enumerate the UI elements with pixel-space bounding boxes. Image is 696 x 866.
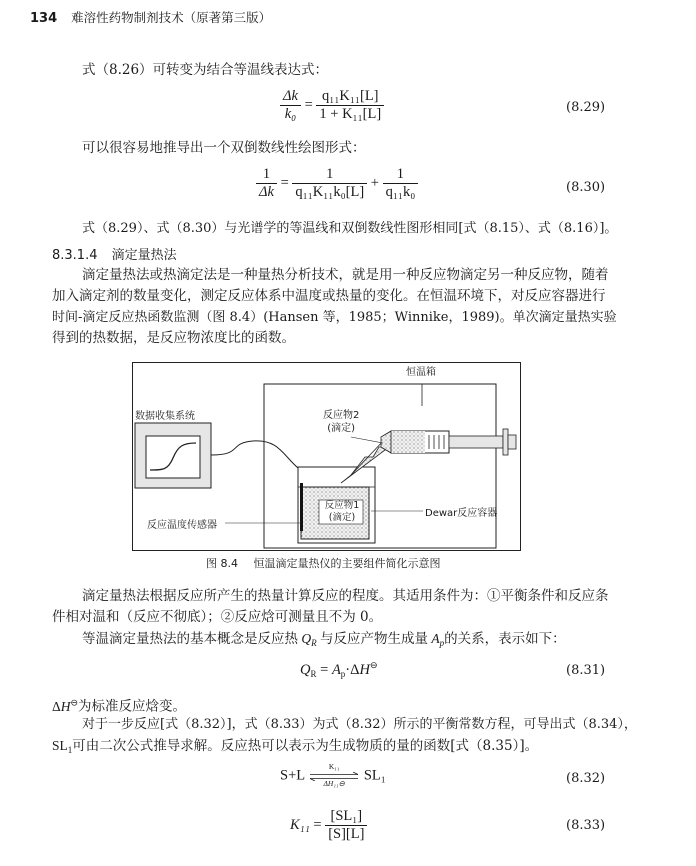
label-daq-system: 数据收集系统 <box>135 411 195 422</box>
figure-caption-text: 恒温滴定量热仪的主要组件简化示意图 <box>253 557 441 570</box>
eq830-term2-fraction <box>383 166 419 201</box>
paragraph-titration-line1: 滴定量热法或热滴定法是一种量热分析技术，就是用一种反应物滴定另一种反应物，随着 <box>82 267 609 283</box>
para7-text: 为标准反应焓变。 <box>77 698 186 715</box>
eq833-den: [S][L] <box>328 826 365 842</box>
syringe-plunger <box>449 436 503 448</box>
reactant2-line2: (滴定) <box>327 423 356 434</box>
reactant1-line1: 反应物1 <box>324 500 360 511</box>
paragraph-titration-line2: 加入滴定剂的数量变化，测定反应体系中温度或热量的变化。在恒温环境下，对反应容器进行 <box>52 288 606 304</box>
para6-before: 等温滴定量热法的基本概念是反应热 <box>82 631 298 647</box>
equation-8-32 <box>280 764 386 788</box>
eq833-num: [SL₁] <box>325 808 367 826</box>
label-dewar: Dewar反应容器 <box>425 508 498 519</box>
symbol-dh: ΔH⊖ <box>52 697 78 714</box>
eq830-t1-num: 1 <box>292 166 367 184</box>
figure-8-4 <box>132 362 521 551</box>
para6-mid: 与反应产物生成量 <box>320 631 428 647</box>
symbol-ap: $A_p$ <box>428 631 445 648</box>
eq829-rhs-num: q₁₁K₁₁[L] <box>316 88 384 106</box>
plunger-head <box>503 429 508 455</box>
eq830-number: (8.30) <box>566 180 606 195</box>
label-temperature-sensor: 反应温度传感器 <box>147 520 217 531</box>
eq832-number: (8.32) <box>566 771 606 786</box>
figure-caption <box>206 555 441 571</box>
reactant2-leader <box>351 437 383 443</box>
reactant2-line1: 反应物2 <box>323 410 360 421</box>
eq829-rhs-fraction <box>316 88 384 123</box>
eq833-number: (8.33) <box>566 818 606 833</box>
book-title: 难溶性药物制剂技术（原著第三版） <box>71 10 272 25</box>
paragraph-one-step-line1: 对于一步反应[式（8.32）]，式（8.33）为式（8.32）所示的平衡常数方程，可导出式（8.34）， <box>82 717 637 732</box>
paragraph-conditions-line2: 件相对温和（反应不彻底）；②反应焓可测量且不为 0。 <box>52 609 383 625</box>
eq829-lhs-num: Δk <box>280 88 301 106</box>
eq833-lhs: K₁₁ <box>290 816 310 833</box>
equation-8-33: K₁₁ = $\frac{\text{[SL₁]}}{[S][L]}$ <box>290 808 367 843</box>
eq829-rhs-den: 1 + K₁₁[L] <box>319 106 382 122</box>
paragraph-conditions-line1: 滴定量热法根据反应所产生的热量计算反应的程度。其适用条件为：①平衡条件和反应条 <box>82 588 609 604</box>
temperature-sensor <box>300 483 303 531</box>
eq832-top-label: K₁₁ <box>328 762 340 771</box>
section-heading <box>52 244 177 263</box>
paragraph-intro-8-29: 式（8.26）可转变为结合等温线表达式： <box>82 62 329 78</box>
eq829-lhs-den: k₀ <box>284 106 297 122</box>
eq832-left: S+L <box>280 767 305 784</box>
eq829-lhs-fraction <box>280 88 301 123</box>
para8-line2-text: 可由二次公式推导求解。反应热可以表示为生成物质的量的函数[式（8.35）]。 <box>72 738 539 754</box>
paragraph-eq-comparison: 式（8.29）、式（8.30）与光谱学的等温线和双倒数线性图形相同[式（8.15）、式（8.16）]。 <box>82 221 618 236</box>
label-thermostat: 恒温箱 <box>406 367 436 378</box>
symbol-sl1: $SL_1$ <box>52 738 73 755</box>
page-number: 134 <box>30 11 58 26</box>
label-reactant2 <box>323 409 359 435</box>
symbol-qr: $Q_R$ <box>298 631 317 648</box>
eq833-fraction <box>325 808 367 843</box>
sensor-cable <box>211 441 304 499</box>
equation-8-31: $Q_R = A_p\cdot\Delta H^⊖$ <box>300 660 378 679</box>
eq830-lhs-fraction <box>256 166 277 201</box>
equation-8-30: $\frac{1}{\Delta k}$ = $\frac{1}{\text{q₁₁K₁₁k₀[L]}}$ + $\frac{1}{\text{q₁₁k₀}}$ <box>256 166 418 201</box>
eq831-number: (8.31) <box>566 663 606 678</box>
eq830-lhs-num: 1 <box>256 166 277 184</box>
section-number: 8.3.1.4 <box>52 248 98 263</box>
paragraph-titration-line3: 时间-滴定反应热函数监测（图 8.4）(Hansen 等，1985；Winnike，1989)。单次滴定量热实验 <box>52 310 617 325</box>
eq832-bottom-label: ΔH₁₁⊖ <box>323 779 345 788</box>
eq832-right: SL₁ <box>363 767 386 784</box>
reactant1-line2: (滴定) <box>328 512 356 523</box>
eq830-term1-fraction <box>292 166 367 201</box>
eq830-t2-den: q₁₁k₀ <box>385 184 416 200</box>
eq830-t2-num: 1 <box>383 166 419 184</box>
equation-8-29: $\frac{\Delta k}{\text{k₀}}$ = $\frac{\text{q₁₁K₁₁[L]}}{\text{1 + K₁₁[L]}}$ <box>280 88 384 123</box>
figure-caption-label: 图 8.4 <box>206 557 238 570</box>
label-reactant1 <box>321 500 363 524</box>
page-header <box>30 8 271 26</box>
section-title: 滴定量热法 <box>111 248 177 263</box>
paragraph-intro-8-30: 可以很容易地推导出一个双倒数线性绘图形式： <box>82 140 366 156</box>
paragraph-titration-line4: 得到的热数据，是反应物浓度比的函数。 <box>52 330 295 346</box>
paragraph-one-step-line2 <box>52 735 538 761</box>
eq830-t1-den: q₁₁K₁₁k₀[L] <box>295 184 365 200</box>
paragraph-itc-concept <box>82 628 566 654</box>
eq830-lhs-den: Δk <box>259 184 274 200</box>
eq829-number: (8.29) <box>566 100 606 115</box>
equilibrium-arrow <box>308 764 360 788</box>
para6-after: 的关系，表示如下： <box>444 631 566 647</box>
